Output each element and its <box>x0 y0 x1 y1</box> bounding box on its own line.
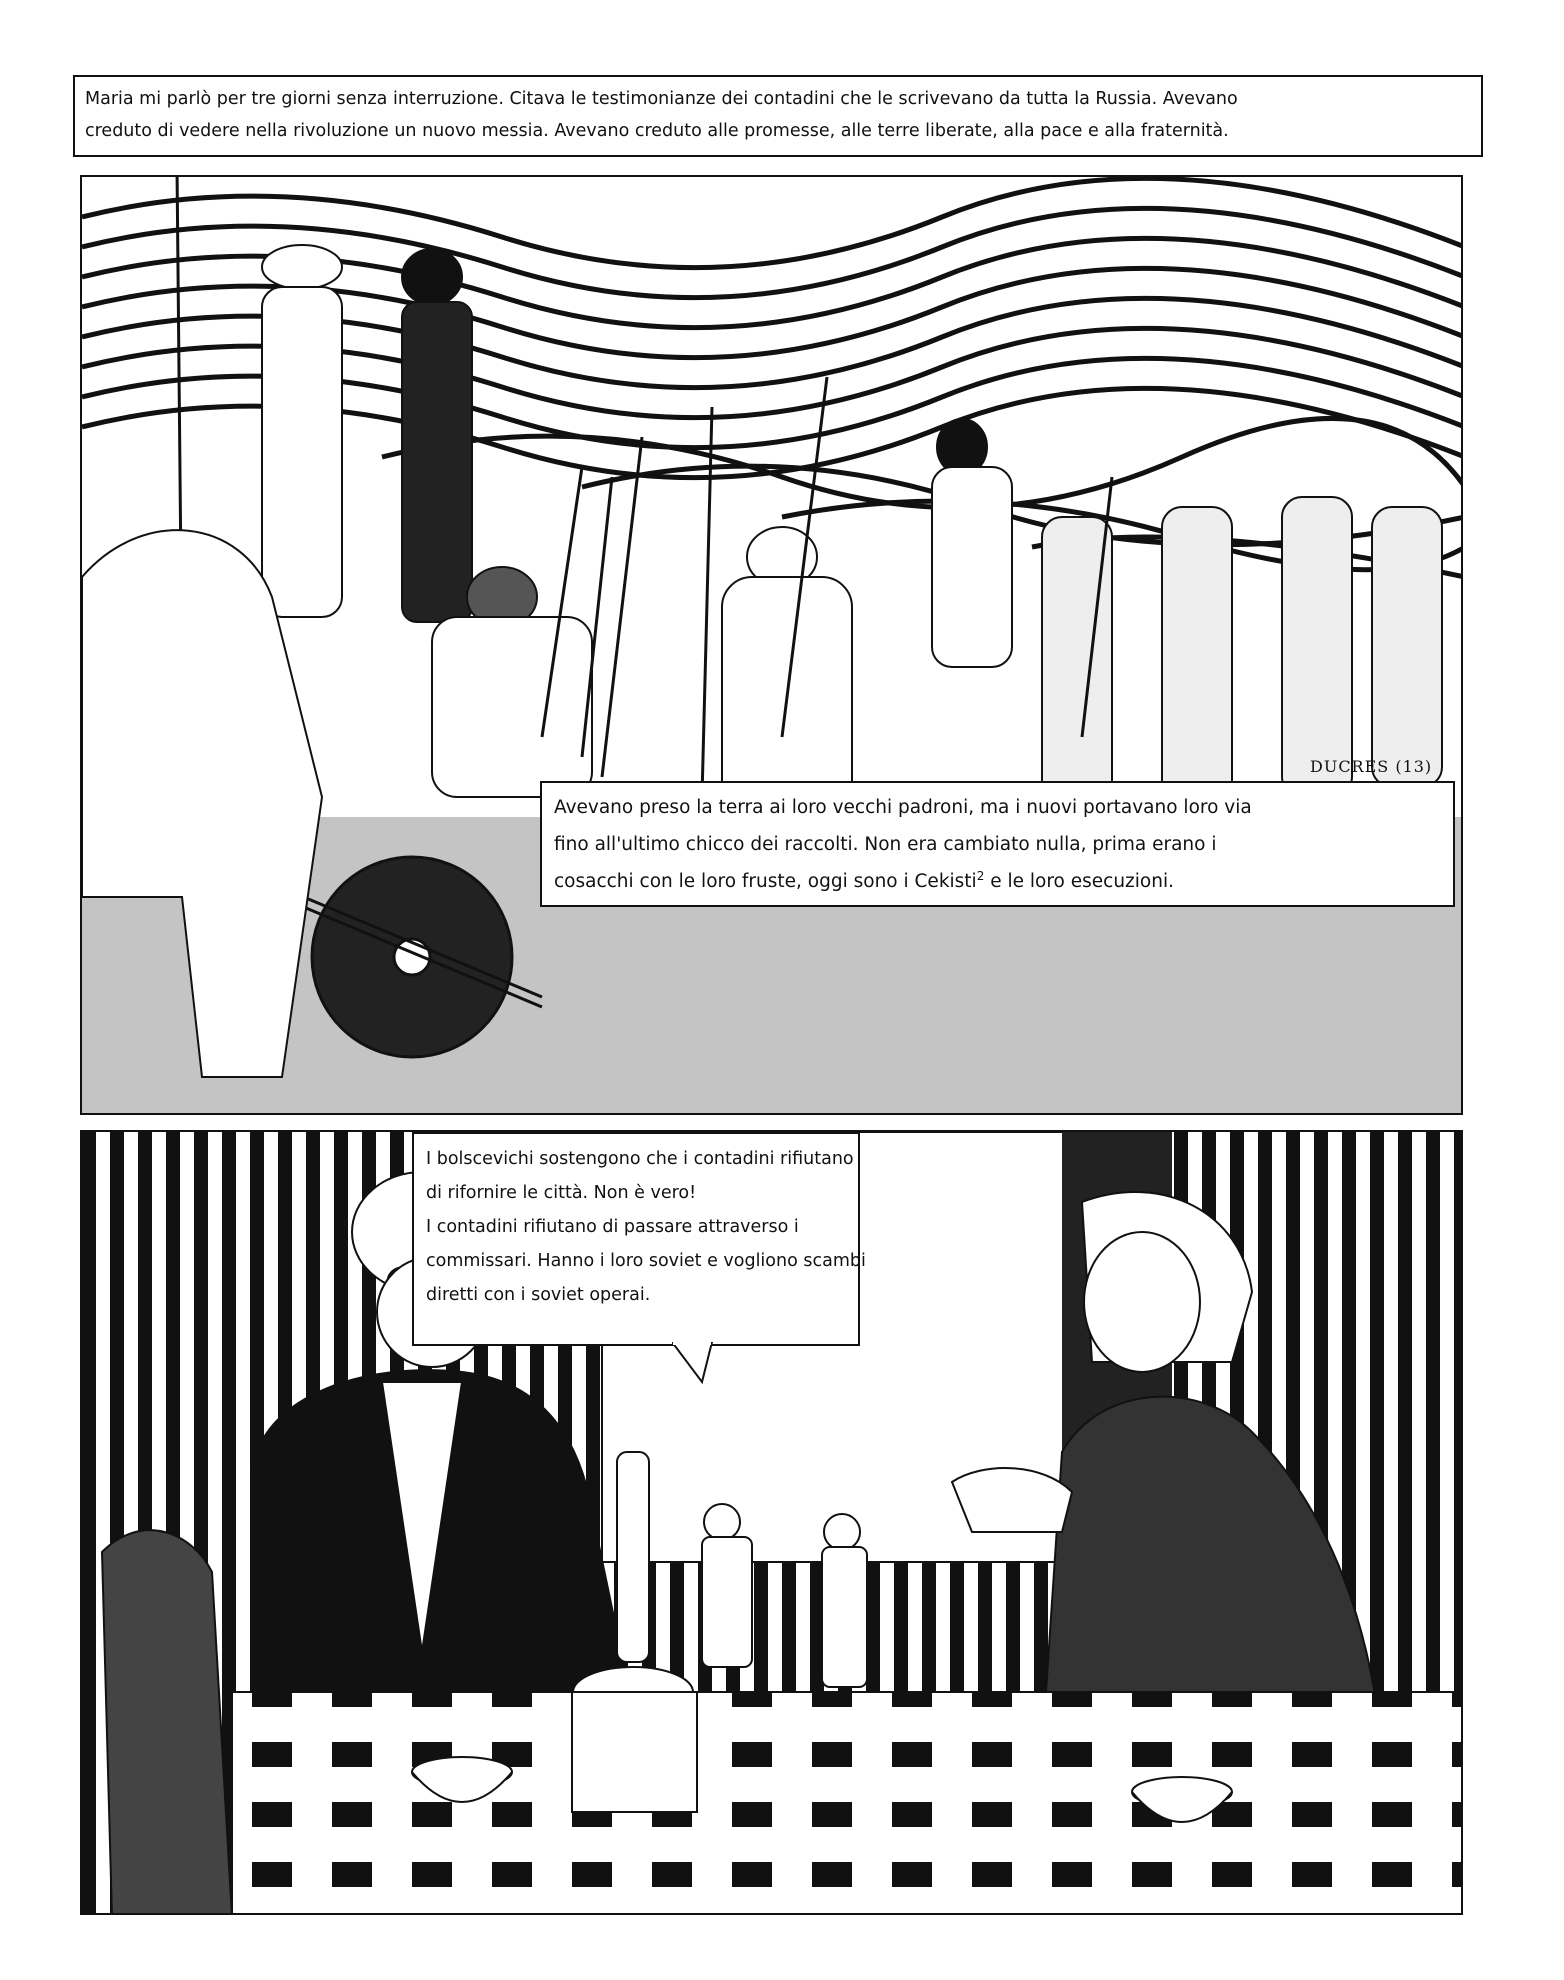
balloon-line-4: commissari. Hanno i loro soviet e vogliono scambi <box>426 1251 866 1271</box>
balloon-tail <box>672 1342 732 1392</box>
panel-1-caption-line-3-text: cosacchi con le loro fruste, oggi sono i Cekisti <box>554 871 977 892</box>
balloon-line-3: I contadini rifiutano di passare attraverso i <box>426 1217 799 1237</box>
artist-signature: DUCRES (13) <box>1310 757 1433 776</box>
top-caption-line-2: creduto di vedere nella rivoluzione un nuovo messia. Avevano creduto alle promesse, alle terre liberate, alla pace e alla fraternità. <box>85 121 1229 141</box>
panel-1-caption <box>540 781 1455 907</box>
speech-balloon-woman <box>412 1132 866 1346</box>
panel-1-caption-line-2: fino all'ultimo chicco dei raccolti. Non era cambiato nulla, prima erano i <box>554 834 1217 855</box>
balloon-line-2: di rifornire le città. Non è vero! <box>426 1183 697 1203</box>
panel-1-caption-line-3-end: e le loro esecuzioni. <box>984 871 1174 892</box>
chair-back-left <box>102 1530 232 1915</box>
checkered-tablecloth <box>232 1692 1463 1915</box>
panel-1-caption-line-1: Avevano preso la terra ai loro vecchi padroni, ma i nuovi portavano loro via <box>554 797 1252 818</box>
top-caption-line-1: Maria mi parlò per tre giorni senza interruzione. Citava le testimonianze dei contadini che le scrivevano da tutta la Russia. Avevano <box>85 89 1238 109</box>
balloon-line-1: I bolscevichi sostengono che i contadini rifiutano <box>426 1149 854 1169</box>
peasants-scene-illustration <box>82 177 1463 1115</box>
panel-peasants-scene <box>80 175 1463 1115</box>
balloon-line-5: diretti con i soviet operai. <box>426 1285 651 1305</box>
panel-table-conversation <box>80 1130 1463 1915</box>
panel-1-caption-line-3 <box>554 863 1441 900</box>
footnote-marker: 2 <box>976 868 985 883</box>
top-narration-caption <box>73 75 1483 157</box>
